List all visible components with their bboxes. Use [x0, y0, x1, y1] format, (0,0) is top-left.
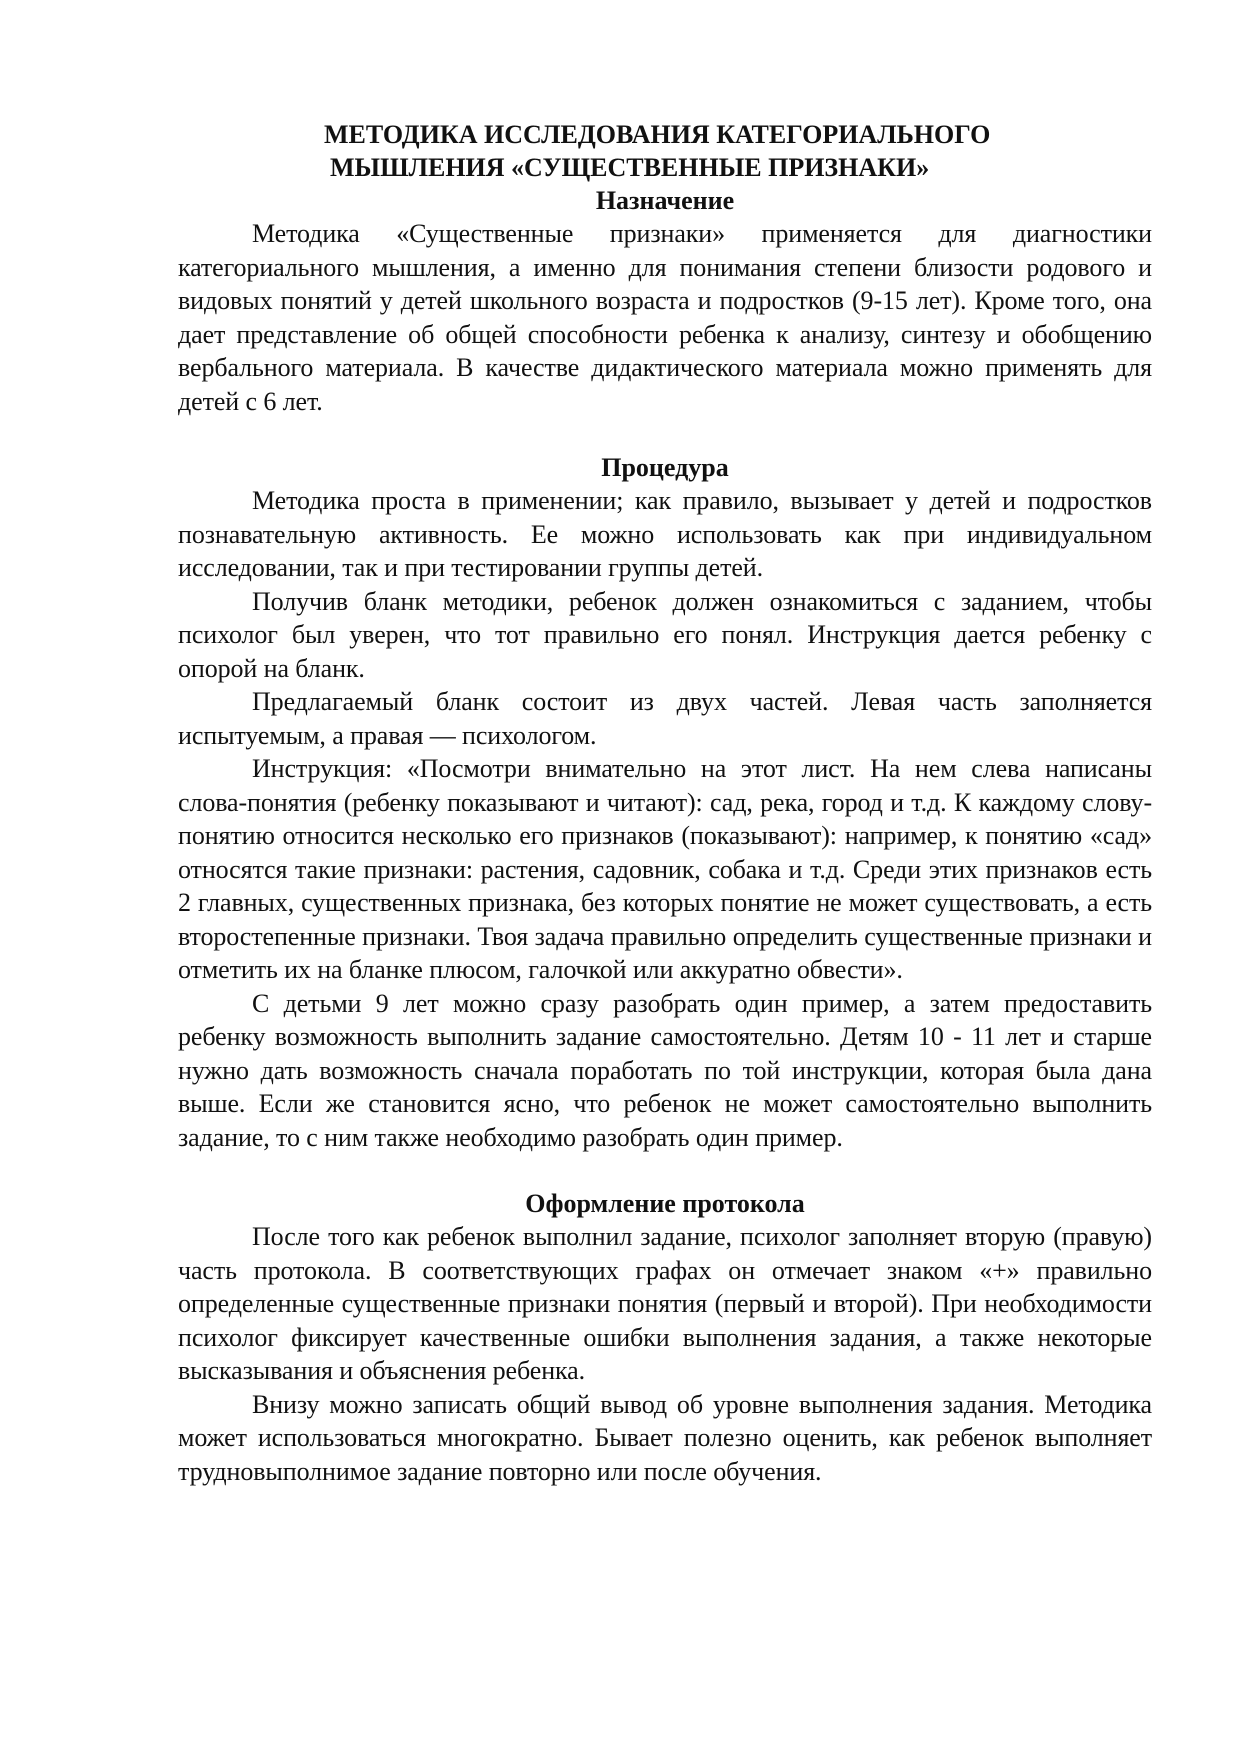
paragraph: После того как ребенок выполнил задание, психолог заполняет вторую (правую) часть протокола. В соответствующих графах он отмечает знаком «+» правильно определенные существенные признаки понятия (первый и второй). При необходимости психолог фиксирует качественные ошибки выполнения задания, а также некоторые высказывания и объяснения ребенка. [178, 1222, 1152, 1385]
section-procedure [178, 451, 1152, 1154]
paragraph: Предлагаемый бланк состоит из двух частей. Левая часть заполняется испытуемым, а правая — психологом. [178, 687, 1152, 750]
paragraph: Инструкция: «Посмотри внимательно на этот лист. На нем слева написаны слова-понятия (ребенку показывают и читают): сад, река, город и т.д. К каждому слову-понятию относится несколько его признаков (показывают): например, к понятию «сад» относятся такие признаки: растения, садовник, собака и т.д. Среди этих признаков есть 2 главных, существенных признака, без которых понятие не может существовать, а есть второстепенные признаки. Твоя задача правильно определить существенные признаки и отметить их на бланке плюсом, галочкой или аккуратно обвести». [178, 754, 1152, 984]
section-protocol [178, 1187, 1152, 1488]
section-heading: Назначение [595, 186, 735, 215]
spacer [178, 418, 1152, 451]
title-line-2: МЫШЛЕНИЯ «СУЩЕСТВЕННЫЕ ПРИЗНАКИ» [330, 153, 930, 182]
section-heading: Процедура [601, 453, 729, 482]
paragraph: Внизу можно записать общий вывод об уровне выполнения задания. Методика может использоваться многократно. Бывает полезно оценить, как ребенок выполняет трудновыполнимое задание повторно или после обучения. [178, 1389, 1152, 1486]
paragraph: С детьми 9 лет можно сразу разобрать один пример, а затем предоставить ребенку возможность выполнить задание самостоятельно. Детям 10 - 11 лет и старше нужно дать возможность сначала поработать по той инструкции, которая была дана выше. Если же становится ясно, что ребенок не может самостоятельно выполнить задание, то с ним также необходимо разобрать один пример. [178, 988, 1152, 1152]
paragraph: Методика «Существенные признаки» применяется для диагностики категориального мышления, а именно для понимания степени близости родового и видовых понятий у детей школьного возраста и подростков (9-15 лет). Кроме того, она дает представление об общей способности ребенка к анализу, синтезу и обобщению вербального материала. В качестве дидактического материала можно применять для детей с 6 лет. [178, 219, 1152, 416]
paragraph: Получив бланк методики, ребенок должен ознакомиться с заданием, чтобы психолог был уверен, что тот правильно его понял. Инструкция дается ребенку с опорой на бланк. [178, 586, 1152, 683]
paragraph: Методика проста в применении; как правило, вызывает у детей и подростков познавательную активность. Ее можно использовать как при индивидуальном исследовании, так и при тестировании группы детей. [178, 486, 1152, 582]
section-purpose [178, 184, 1152, 418]
document-page [178, 118, 1152, 1488]
spacer [178, 1154, 1152, 1187]
section-heading: Оформление протокола [525, 1189, 805, 1218]
document-title [178, 118, 1152, 184]
title-line-1: МЕТОДИКА ИССЛЕДОВАНИЯ КАТЕГОРИАЛЬНОГО [324, 120, 991, 149]
